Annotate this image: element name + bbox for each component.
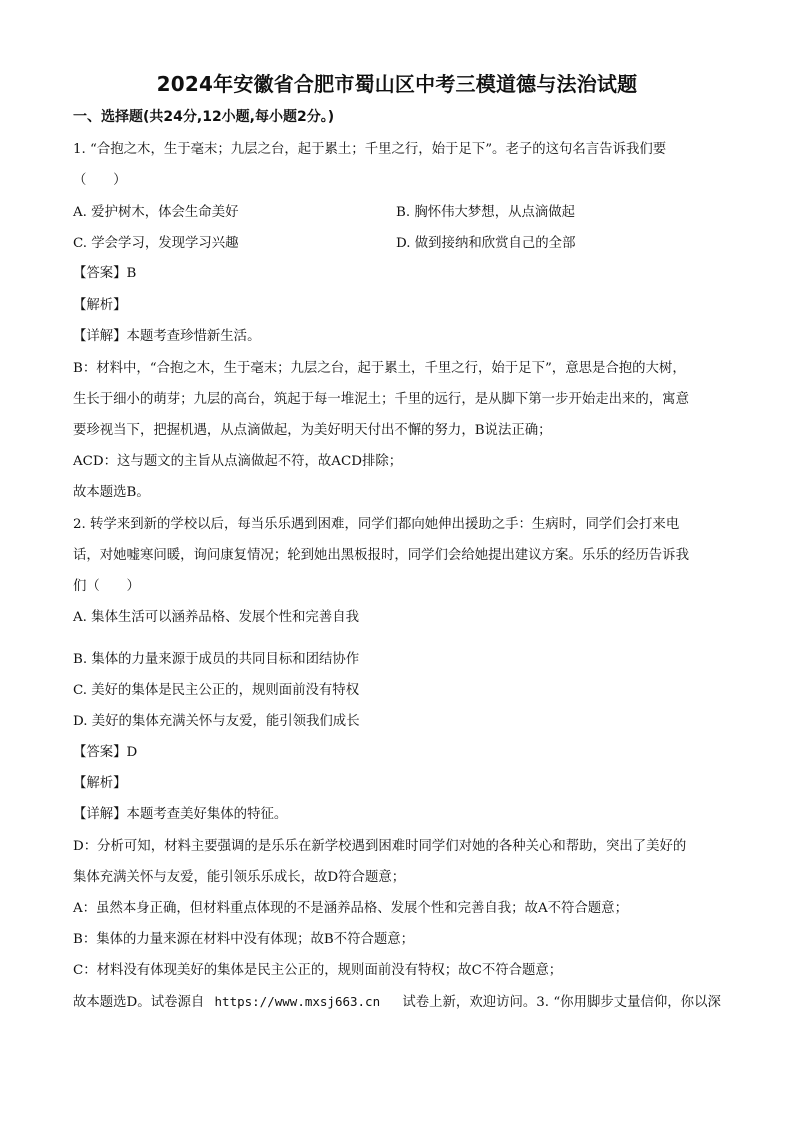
q2-option-c: C. 美好的集体是民主公正的，规则面前没有特权 [73,683,360,698]
q2-stem-line-1: 2. 转学来到新的学校以后，每当乐乐遇到困难，同学们都向她伸出援助之手：生病时，同学们会打来电 [73,517,680,532]
q1-explanation-line-3: 要珍视当下，把握机遇，从点滴做起，为美好明天付出不懈的努力，B说法正确； [73,423,552,438]
q2-explanation-line-2: 集体充满关怀与友爱，能引领乐乐成长，故D符合题意； [73,870,406,885]
q1-stem: 1. “合抱之木，生于毫末；九层之台，起于累土；千里之行，始于足下”。老子的这句名言告诉我们要 [73,142,667,157]
q2-explanation-line-3: A：虽然本身正确，但材料重点体现的不是涵养品格、发展个性和完善自我；故A不符合题意； [73,901,628,916]
q2-explanation-line-5: C：材料没有体现美好的集体是民主公正的，规则面前没有特权；故C不符合题意； [73,963,563,978]
q1-option-b: B. 胸怀伟大梦想，从点滴做起 [396,205,576,220]
q1-detail: 【详解】本题考查珍惜新生活。 [73,329,261,344]
q2-stem-line-2: 话，对她嘘寒问暖，询问康复情况；轮到她出黑板报时，同学们会给她提出建议方案。乐乐的经历告诉我 [73,548,689,563]
q1-paren: （ ） [73,173,127,188]
q2-detail: 【详解】本题考查美好集体的特征。 [73,807,288,822]
q1-analysis-label: 【解析】 [73,298,127,313]
q2-final-line [73,993,721,1012]
q2-tail-text: 试卷上新，欢迎访问。3. “你用脚步丈量信仰，你以深 [402,995,721,1010]
q1-explanation-line-2: 生长于细小的萌芽；九层的高台，筑起于每一堆泥土；千里的远行，是从脚下第一步开始走出来的，寓意 [73,392,689,407]
q1-option-c: C. 学会学习，发现学习兴趣 [73,236,239,251]
q2-option-d: D. 美好的集体充满关怀与友爱，能引领我们成长 [73,714,360,729]
q1-explanation-line-1: B：材料中，“合抱之木，生于毫末；九层之台，起于累土，千里之行，始于足下”，意思是合抱的大树， [73,361,686,376]
q2-explanation-line-1: D：分析可知，材料主要强调的是乐乐在新学校遇到困难时同学们对她的各种关心和帮助，突出了美好的 [73,839,687,854]
q2-option-a: A. 集体生活可以涵养品格、发展个性和完善自我 [73,610,359,625]
section-heading: 一、选择题(共24分,12小题,每小题2分。) [73,109,335,125]
q2-conclusion: 故本题选D。试卷源自 [73,995,205,1010]
document-title: 2024年安徽省合肥市蜀山区中考三模道德与法治试题 [156,72,638,96]
q2-answer: 【答案】D [73,745,138,760]
q1-option-d: D. 做到接纳和欣赏自己的全部 [396,236,576,251]
q2-analysis-label: 【解析】 [73,776,127,791]
q1-conclusion: 故本题选B。 [73,485,150,500]
source-url-link[interactable]: https://www.mxsj663.cn [214,994,381,1009]
q1-explanation-line-4: ACD：这与题文的主旨从点滴做起不符，故ACD排除； [73,454,403,469]
q1-option-a: A. 爱护树木，体会生命美好 [73,205,239,220]
q2-option-b: B. 集体的力量来源于成员的共同目标和团结协作 [73,652,360,667]
q2-explanation-line-4: B：集体的力量来源在材料中没有体现；故B不符合题意； [73,932,415,947]
q2-stem-line-3: 们（ ） [73,579,140,594]
q1-answer: 【答案】B [73,266,137,281]
